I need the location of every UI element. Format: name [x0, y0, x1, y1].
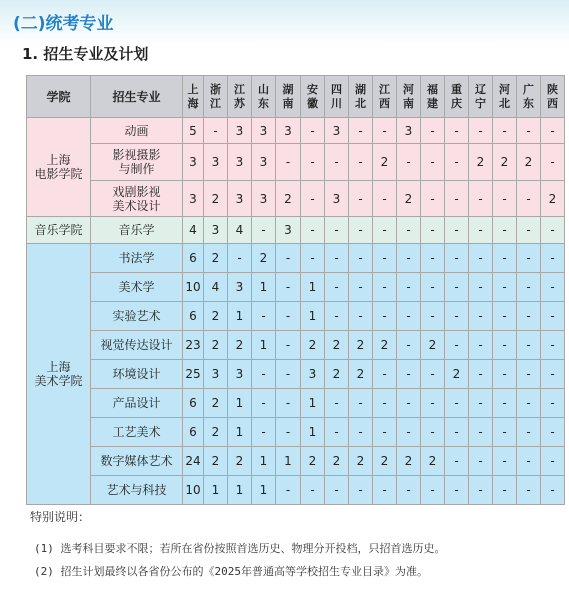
quota-cell: -: [517, 447, 541, 476]
quota-cell: 2: [421, 331, 445, 360]
quota-cell: -: [397, 217, 421, 244]
quota-cell: -: [373, 302, 397, 331]
quota-cell: -: [276, 302, 301, 331]
quota-cell: -: [325, 144, 349, 181]
quota-cell: 1: [301, 273, 325, 302]
quota-cell: -: [493, 181, 517, 217]
quota-cell: 3: [276, 118, 301, 144]
quota-cell: -: [541, 118, 565, 144]
quota-cell: -: [373, 389, 397, 418]
quota-cell: 2: [493, 144, 517, 181]
quota-cell: -: [276, 273, 301, 302]
notes-title: 特别说明：: [30, 510, 91, 524]
quota-cell: 3: [252, 144, 276, 181]
quota-cell: -: [445, 447, 469, 476]
quota-cell: -: [397, 360, 421, 389]
major-cell: 音乐学: [91, 217, 183, 244]
quota-cell: -: [252, 217, 276, 244]
quota-cell: -: [421, 389, 445, 418]
major-cell: 环境设计: [91, 360, 183, 389]
quota-cell: 1: [228, 302, 252, 331]
section-title: (二)统考专业: [13, 14, 114, 34]
quota-cell: 10: [183, 476, 204, 505]
quota-cell: -: [541, 273, 565, 302]
table-row: [27, 273, 565, 302]
quota-cell: -: [469, 447, 493, 476]
quota-cell: -: [517, 418, 541, 447]
quota-cell: -: [469, 118, 493, 144]
quota-cell: 3: [301, 360, 325, 389]
quota-cell: -: [469, 181, 493, 217]
quota-cell: 10: [183, 273, 204, 302]
quota-cell: 1: [228, 418, 252, 447]
table-row: [27, 181, 565, 217]
quota-cell: -: [541, 302, 565, 331]
quota-cell: -: [469, 360, 493, 389]
table-row: [27, 302, 565, 331]
quota-cell: -: [541, 331, 565, 360]
quota-cell: -: [397, 331, 421, 360]
quota-cell: -: [276, 144, 301, 181]
quota-cell: -: [373, 273, 397, 302]
quota-cell: 24: [183, 447, 204, 476]
quota-cell: -: [349, 144, 373, 181]
quota-cell: -: [541, 244, 565, 273]
quota-cell: -: [373, 360, 397, 389]
quota-cell: -: [517, 389, 541, 418]
note-2: (2) 招生计划最终以各省份公布的《2025年普通高等学校招生专业目录》为准。: [34, 565, 428, 578]
quota-cell: 2: [252, 244, 276, 273]
quota-cell: -: [228, 244, 252, 273]
quota-cell: -: [301, 476, 325, 505]
quota-cell: -: [397, 244, 421, 273]
header-major: 招生专业: [91, 76, 183, 118]
major-cell: 工艺美术: [91, 418, 183, 447]
quota-cell: 2: [228, 447, 252, 476]
quota-cell: 5: [183, 118, 204, 144]
quota-cell: 6: [183, 389, 204, 418]
quota-cell: -: [325, 389, 349, 418]
quota-cell: -: [252, 302, 276, 331]
quota-cell: -: [325, 476, 349, 505]
quota-cell: -: [517, 217, 541, 244]
quota-cell: 3: [325, 181, 349, 217]
quota-cell: -: [276, 389, 301, 418]
major-cell: 美术学: [91, 273, 183, 302]
quota-cell: 2: [373, 447, 397, 476]
major-cell: 戏剧影视 美术设计: [91, 181, 183, 217]
quota-cell: 3: [228, 144, 252, 181]
quota-cell: 2: [517, 144, 541, 181]
quota-cell: 1: [301, 418, 325, 447]
quota-cell: -: [421, 144, 445, 181]
table-row: [27, 118, 565, 144]
quota-cell: -: [445, 389, 469, 418]
quota-cell: -: [541, 389, 565, 418]
quota-cell: -: [493, 447, 517, 476]
header-province: 安 徽: [301, 76, 325, 118]
quota-cell: -: [493, 389, 517, 418]
quota-cell: -: [493, 360, 517, 389]
table-row: [27, 244, 565, 273]
quota-cell: 1: [252, 331, 276, 360]
quota-cell: -: [325, 244, 349, 273]
quota-cell: 1: [252, 273, 276, 302]
major-cell: 实验艺术: [91, 302, 183, 331]
quota-cell: -: [325, 273, 349, 302]
quota-cell: -: [541, 476, 565, 505]
quota-cell: -: [517, 244, 541, 273]
table-row: [27, 217, 565, 244]
quota-cell: 1: [228, 476, 252, 505]
quota-cell: 3: [228, 118, 252, 144]
quota-cell: -: [493, 244, 517, 273]
quota-cell: 3: [204, 217, 228, 244]
quota-cell: -: [469, 476, 493, 505]
major-cell: 影视摄影 与制作: [91, 144, 183, 181]
quota-cell: 2: [421, 447, 445, 476]
quota-cell: -: [493, 273, 517, 302]
quota-cell: 25: [183, 360, 204, 389]
quota-cell: -: [445, 118, 469, 144]
quota-cell: -: [493, 302, 517, 331]
quota-cell: 2: [349, 360, 373, 389]
quota-cell: 1: [252, 447, 276, 476]
quota-cell: 3: [397, 118, 421, 144]
quota-cell: 4: [228, 217, 252, 244]
quota-cell: 2: [204, 389, 228, 418]
quota-cell: 6: [183, 418, 204, 447]
quota-cell: -: [421, 418, 445, 447]
note-1: (1) 选考科目要求不限；若所在省份按照首选历史、物理分开投档，只招首选历史。: [34, 542, 446, 555]
quota-cell: -: [349, 273, 373, 302]
admission-plan-table: [26, 75, 565, 505]
college-cell: 上海 电影学院: [27, 118, 91, 217]
quota-cell: -: [445, 217, 469, 244]
quota-cell: -: [445, 476, 469, 505]
quota-cell: -: [445, 331, 469, 360]
quota-cell: -: [445, 181, 469, 217]
quota-cell: -: [541, 360, 565, 389]
quota-cell: -: [349, 118, 373, 144]
header-province: 重 庆: [445, 76, 469, 118]
quota-cell: 1: [204, 476, 228, 505]
quota-cell: -: [252, 360, 276, 389]
quota-cell: -: [445, 273, 469, 302]
quota-cell: -: [421, 273, 445, 302]
quota-cell: -: [517, 273, 541, 302]
quota-cell: -: [493, 331, 517, 360]
quota-cell: -: [301, 118, 325, 144]
quota-cell: -: [373, 476, 397, 505]
quota-cell: 2: [204, 244, 228, 273]
quota-cell: 2: [228, 331, 252, 360]
quota-cell: 1: [301, 389, 325, 418]
header-province: 上 海: [183, 76, 204, 118]
quota-cell: -: [373, 118, 397, 144]
quota-cell: -: [301, 181, 325, 217]
quota-cell: 1: [276, 447, 301, 476]
table-row: [27, 447, 565, 476]
quota-cell: -: [325, 302, 349, 331]
quota-cell: -: [469, 273, 493, 302]
header-province: 广 东: [517, 76, 541, 118]
quota-cell: 2: [204, 331, 228, 360]
quota-cell: 2: [469, 144, 493, 181]
quota-cell: -: [349, 418, 373, 447]
header-province: 浙 江: [204, 76, 228, 118]
quota-cell: -: [517, 181, 541, 217]
quota-cell: -: [517, 331, 541, 360]
quota-cell: -: [276, 331, 301, 360]
quota-cell: -: [397, 418, 421, 447]
quota-cell: 2: [349, 447, 373, 476]
quota-cell: -: [373, 418, 397, 447]
quota-cell: 2: [397, 447, 421, 476]
quota-cell: 3: [228, 360, 252, 389]
quota-cell: 2: [373, 331, 397, 360]
quota-cell: -: [204, 118, 228, 144]
quota-cell: 2: [204, 418, 228, 447]
quota-cell: -: [469, 302, 493, 331]
quota-cell: -: [469, 244, 493, 273]
quota-cell: 2: [373, 144, 397, 181]
quota-cell: 3: [228, 181, 252, 217]
quota-cell: 3: [325, 118, 349, 144]
header-province: 辽 宁: [469, 76, 493, 118]
quota-cell: -: [252, 418, 276, 447]
quota-cell: -: [349, 476, 373, 505]
quota-cell: -: [349, 389, 373, 418]
quota-cell: -: [469, 331, 493, 360]
quota-cell: -: [276, 418, 301, 447]
quota-cell: -: [276, 476, 301, 505]
quota-cell: 3: [252, 181, 276, 217]
quota-cell: 3: [204, 144, 228, 181]
quota-cell: 2: [301, 331, 325, 360]
table-row: [27, 331, 565, 360]
quota-cell: 2: [204, 302, 228, 331]
table-row: [27, 144, 565, 181]
quota-cell: -: [541, 144, 565, 181]
header-province: 福 建: [421, 76, 445, 118]
quota-cell: -: [469, 389, 493, 418]
quota-cell: 2: [325, 331, 349, 360]
table-row: [27, 476, 565, 505]
college-cell: 音乐学院: [27, 217, 91, 244]
quota-cell: -: [325, 217, 349, 244]
quota-cell: -: [421, 118, 445, 144]
quota-cell: 1: [301, 302, 325, 331]
header-province: 河 北: [493, 76, 517, 118]
quota-cell: 3: [183, 144, 204, 181]
quota-cell: -: [349, 181, 373, 217]
table-row: [27, 389, 565, 418]
quota-cell: -: [469, 217, 493, 244]
quota-cell: -: [349, 217, 373, 244]
quota-cell: -: [421, 217, 445, 244]
quota-cell: 2: [204, 447, 228, 476]
quota-cell: -: [493, 476, 517, 505]
quota-cell: -: [493, 217, 517, 244]
quota-cell: 2: [325, 447, 349, 476]
quota-cell: -: [445, 302, 469, 331]
quota-cell: 2: [349, 331, 373, 360]
quota-cell: -: [421, 476, 445, 505]
header-province: 河 南: [397, 76, 421, 118]
major-cell: 书法学: [91, 244, 183, 273]
quota-cell: -: [541, 447, 565, 476]
table-row: [27, 360, 565, 389]
quota-cell: -: [469, 418, 493, 447]
header-college: 学院: [27, 76, 91, 118]
major-cell: 动画: [91, 118, 183, 144]
major-cell: 数字媒体艺术: [91, 447, 183, 476]
quota-cell: -: [541, 217, 565, 244]
quota-cell: -: [397, 144, 421, 181]
quota-cell: 2: [541, 181, 565, 217]
header-province: 山 东: [252, 76, 276, 118]
college-cell: 上海 美术学院: [27, 244, 91, 505]
quota-cell: 4: [204, 273, 228, 302]
quota-cell: 2: [445, 360, 469, 389]
quota-cell: 6: [183, 244, 204, 273]
quota-cell: -: [517, 302, 541, 331]
quota-cell: -: [541, 418, 565, 447]
quota-cell: 3: [204, 360, 228, 389]
quota-cell: -: [373, 244, 397, 273]
quota-cell: -: [517, 118, 541, 144]
major-cell: 视觉传达设计: [91, 331, 183, 360]
quota-cell: -: [517, 360, 541, 389]
header-province: 四 川: [325, 76, 349, 118]
quota-cell: -: [445, 418, 469, 447]
quota-cell: -: [517, 476, 541, 505]
quota-cell: -: [397, 302, 421, 331]
quota-cell: 2: [397, 181, 421, 217]
quota-cell: 2: [301, 447, 325, 476]
quota-cell: -: [445, 144, 469, 181]
quota-cell: -: [325, 418, 349, 447]
quota-cell: -: [493, 118, 517, 144]
quota-cell: -: [445, 244, 469, 273]
header-province: 江 苏: [228, 76, 252, 118]
header-province: 陕 西: [541, 76, 565, 118]
table-row: [27, 418, 565, 447]
quota-cell: 3: [228, 273, 252, 302]
major-cell: 艺术与科技: [91, 476, 183, 505]
quota-cell: 1: [252, 476, 276, 505]
quota-cell: -: [421, 302, 445, 331]
quota-cell: -: [373, 181, 397, 217]
quota-cell: -: [397, 476, 421, 505]
sub-title: 1. 招生专业及计划: [22, 45, 149, 63]
quota-cell: -: [397, 389, 421, 418]
quota-cell: -: [397, 273, 421, 302]
quota-cell: 23: [183, 331, 204, 360]
header-province: 湖 北: [349, 76, 373, 118]
quota-cell: 3: [183, 181, 204, 217]
quota-cell: -: [301, 244, 325, 273]
quota-cell: -: [349, 302, 373, 331]
quota-cell: 2: [204, 181, 228, 217]
quota-cell: -: [493, 418, 517, 447]
quota-cell: -: [301, 144, 325, 181]
header-province: 湖 南: [276, 76, 301, 118]
quota-cell: -: [252, 389, 276, 418]
quota-cell: -: [276, 244, 301, 273]
quota-cell: -: [301, 217, 325, 244]
header-province: 江 西: [373, 76, 397, 118]
quota-cell: 1: [228, 389, 252, 418]
quota-cell: -: [421, 244, 445, 273]
quota-cell: 6: [183, 302, 204, 331]
quota-cell: -: [349, 244, 373, 273]
quota-cell: -: [421, 181, 445, 217]
quota-cell: -: [276, 360, 301, 389]
quota-cell: 4: [183, 217, 204, 244]
quota-cell: -: [421, 360, 445, 389]
quota-cell: 2: [325, 360, 349, 389]
quota-cell: 3: [252, 118, 276, 144]
quota-cell: 3: [276, 217, 301, 244]
quota-cell: -: [373, 217, 397, 244]
major-cell: 产品设计: [91, 389, 183, 418]
quota-cell: 2: [276, 181, 301, 217]
